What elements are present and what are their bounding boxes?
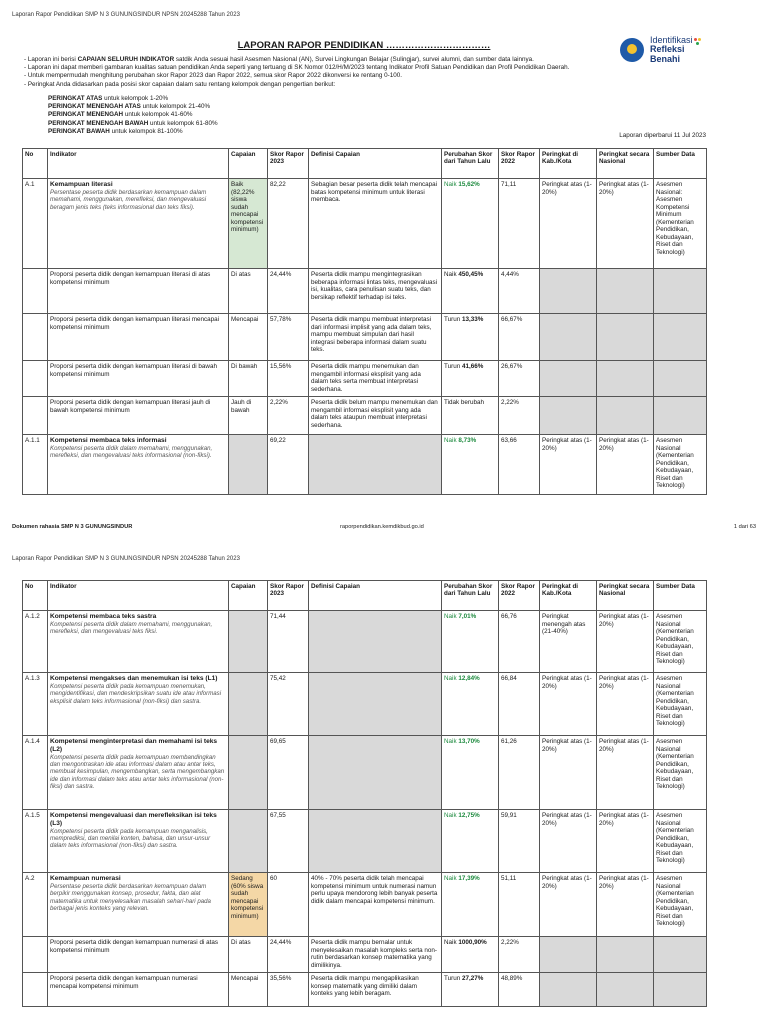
table-row: A.1.5 Kompetensi mengevaluasi dan merefleksikan isi teks (L3) Kompetensi peserta didik pada kemampuan menganalisis, memprediksi, dan menilai konten, bahasa, dan unsur-unsur dalam teks informasional (non-fiksi) dan sastra. 67,55 Naik 12,75% 59,91 Peringkat atas (1-20%) Peringkat atas (1-20%) Asesmen Nasional (Kementerian Pendidikan, Kebudayaan, Riset dan Teknologi) <box>23 810 707 873</box>
table-row: A.1 Kemampuan literasi Persentase peserta didik berdasarkan kemampuan dalam memahami, menggunakan, merefleksi, dan mengevaluasi beragam jenis teks (teks informasional dan teks fiksi). Baik (82,22% siswa sudah mencapai kompetensi minimum) 82,22 Sebagian besar peserta didik telah mencapai batas kompetensi minimum untuk literasi membaca. Naik 15,62% 71,11 Peringkat atas (1-20%) Peringkat atas (1-20%) Asesmen Nasional: Asesmen Kompetensi Minimum (Kementerian Pendidikan, Kebudayaan, Riset dan Teknologi) <box>23 179 707 269</box>
running-header: Laporan Rapor Pendidikan SMP N 3 GUNUNGSINDUR NPSN 20245288 Tahun 2023 <box>12 12 240 18</box>
table-row: A.1.3 Kompetensi mengakses dan menemukan isi teks (L1) Kompetensi peserta didik pada kemampuan menemukan, mengidentifikasi, dan mendeskripsikan suatu ide atau informasi eksplisit dalam teks informasional (non-fiksi) dan sastra. 75,42 Naik 12,84% 66,84 Peringkat atas (1-20%) Peringkat atas (1-20%) Asesmen Nasional (Kementerian Pendidikan, Kebudayaan, Riset dan Teknologi) <box>23 673 707 736</box>
footer-url: raporpendidikan.kemdikbud.go.id <box>340 524 424 530</box>
updated-date: Laporan diperbarui 11 Jul 2023 <box>619 132 706 139</box>
col-sumber: Sumber Data <box>654 149 707 179</box>
col-skor-2022: Skor Rapor 2022 <box>499 149 540 179</box>
table-row: Proporsi peserta didik dengan kemampuan numerasi di atas kompetensi minimum Di atas 24,44% Peserta didik mampu bernalar untuk menyelesaikan masalah kompleks serta non-rutin berdasarkan konsep matematika yang dimilikinya. Naik 1000,90% 2,22% <box>23 937 707 973</box>
intro-line-3: - Untuk mempermudah menghitung perubahan skor Rapor 2023 dan Rapor 2022, semua skor Rapor 2022 dikonversi ke rentang 0-100. <box>24 72 403 80</box>
col-peringkat-kab: Peringkat di Kab./Kota <box>540 149 597 179</box>
table-header-row <box>23 581 707 611</box>
report-title: LAPORAN RAPOR PENDIDIKAN …………………………… <box>237 40 491 51</box>
table-row: Proporsi peserta didik dengan kemampuan literasi jauh di bawah kompetensi minimum Jauh di bawah 2,22% Peserta didik belum mampu menemukan dan mengambil informasi eksplisit yang ada dalam teks ataupun membuat interpretasi sederhana. Tidak berubah 2,22% <box>23 397 707 435</box>
col-indikator: Indikator <box>48 581 229 611</box>
table-row: A.2 Kemampuan numerasi Persentase peserta didik berdasarkan kemampuan dalam berpikir menggunakan konsep, prosedur, fakta, dan alat matematika untuk menyelesaikan masalah sehari-hari pada berbagai jenis konteks yang relevan. Sedang (60% siswa sudah mencapai kompetensi minimum) 60 40% - 70% peserta didik telah mencapai kompetensi minimum untuk numerasi namun perlu upaya mendorong lebih banyak peserta didik dalam mencapai kompetensi minimum. Naik 17,39% 51,11 Peringkat atas (1-20%) Peringkat atas (1-20%) Asesmen Nasional (Kementerian Pendidikan, Kebudayaan, Riset dan Teknologi) <box>23 873 707 937</box>
footer-confidential: Dokumen rahasia SMP N 3 GUNUNGSINDUR <box>12 524 133 530</box>
table-row: Proporsi peserta didik dengan kemampuan numerasi mencapai kompetensi minimum Mencapai 35,56% Peserta didik mampu mengaplikasikan konsep matematik yang dimiliki dalam konteks yang lebih beragam. Turun 27,27% 48,89% <box>23 973 707 1007</box>
indicator-table-2 <box>22 580 707 1007</box>
table-row: Proporsi peserta didik dengan kemampuan literasi di bawah kompetensi minimum Di bawah 15,56% Peserta didik mampu menemukan dan mengambil informasi eksplisit yang ada dalam teks serta membuat interpretasi sederhana. Turun 41,66% 26,67% <box>23 361 707 397</box>
footer-page-number: 1 dari 63 <box>733 524 756 530</box>
col-peringkat-nasional: Peringkat secara Nasional <box>597 581 654 611</box>
col-sumber: Sumber Data <box>654 581 707 611</box>
intro-text <box>24 56 624 89</box>
indicator-table-1 <box>22 148 707 495</box>
table-row: A.1.1 Kompetensi membaca teks informasi Kompetensi peserta didik dalam memahami, menggunakan, merefleksi, dan mengevaluasi teks informasional (non-fiksi). 69,22 Naik 8,73% 63,66 Peringkat atas (1-20%) Peringkat atas (1-20%) Asesmen Nasional (Kementerian Pendidikan, Kebudayaan, Riset dan Teknologi) <box>23 435 707 495</box>
level-4: PERINGKAT MENENGAH BAWAH untuk kelompok 61-80% <box>48 119 218 127</box>
level-5: PERINGKAT BAWAH untuk kelompok 81-100% <box>48 127 183 135</box>
table-row: Proporsi peserta didik dengan kemampuan literasi di atas kompetensi minimum Di atas 24,44% Peserta didik mampu mengintegrasikan beberapa informasi lintas teks, mengevaluasi isi, kualitas, cara penulisan suatu teks, dan bersikap reflektif terhadap isi teks. Naik 450,45% 4,44% <box>23 269 707 314</box>
col-no: No <box>23 149 48 179</box>
table-row: A.1.2 Kompetensi membaca teks sastra Kompetensi peserta didik dalam memahami, menggunakan, merefleksi, dan mengevaluasi teks fiksi. 71,44 Naik 7,01% 66,76 Peringkat menengah atas (21-40%) Peringkat atas (1-20%) Asesmen Nasional (Kementerian Pendidikan, Kebudayaan, Riset dan Teknologi) <box>23 611 707 673</box>
col-definisi: Definisi Capaian <box>309 149 442 179</box>
col-indikator: Indikator <box>48 149 229 179</box>
col-capaian: Capaian <box>229 149 268 179</box>
table-header-row <box>23 149 707 179</box>
col-capaian: Capaian <box>229 581 268 611</box>
logo-line-3: Benahi <box>650 53 681 64</box>
col-no: No <box>23 581 48 611</box>
col-perubahan: Perubahan Skor dari Tahun Lalu <box>442 149 499 179</box>
col-definisi: Definisi Capaian <box>309 581 442 611</box>
ranking-legend <box>48 95 218 136</box>
col-peringkat-kab: Peringkat di Kab./Kota <box>540 581 597 611</box>
col-perubahan: Perubahan Skor dari Tahun Lalu <box>442 581 499 611</box>
col-peringkat-nasional: Peringkat secara Nasional <box>597 149 654 179</box>
col-skor-2023: Skor Rapor 2023 <box>268 581 309 611</box>
level-1: PERINGKAT ATAS untuk kelompok 1-20% <box>48 95 169 102</box>
col-skor-2023: Skor Rapor 2023 <box>268 149 309 179</box>
intro-line-2: - Laporan ini dapat memberi gambaran kualitas satuan pendidikan Anda seperti yang tertuang di SK Nomor 012/H/M/2023 tentang Indikator Profil Satuan Pendidikan dan Profil Pendidikan Daerah. <box>24 64 570 72</box>
level-2: PERINGKAT MENENGAH ATAS untuk kelompok 21-40% <box>48 103 211 111</box>
running-header: Laporan Rapor Pendidikan SMP N 3 GUNUNGSINDUR NPSN 20245288 Tahun 2023 <box>12 556 240 562</box>
logo-line-2: Refleksi <box>650 44 685 55</box>
col-skor-2022: Skor Rapor 2022 <box>499 581 540 611</box>
table-row: Proporsi peserta didik dengan kemampuan literasi mencapai kompetensi minimum Mencapai 57,78% Peserta didik mampu membuat interpretasi dari informasi implisit yang ada dalam teks, mampu membuat simpulan dari hasil integrasi beberapa informasi dalam suatu teks. Turun 13,33% 66,67% <box>23 314 707 361</box>
intro-line-4: - Peringkat Anda didasarkan pada posisi skor capaian dalam satu rentang kelompok dengan pengertian berikut: <box>24 80 336 88</box>
logo-line-1: Identifikasi <box>650 35 693 45</box>
intro-line-1: - Laporan ini berisi CAPAIAN SELURUH INDIKATOR satdik Anda sesuai hasil Asesmen Nasional (AN), Survei Lingkungan Belajar (Sulingjar), survei alumni, dan sumber data lainnya. <box>24 56 534 63</box>
table-row: A.1.4 Kompetensi menginterpretasi dan memahami isi teks (L2) Kompetensi peserta didik pada kemampuan membandingkan dan mengontraskan ide atau informasi dalam atau antar teks, membuat kesimpulan, mengembangkan, serta mengembangkan ide dan informasi dalam teks atau antar teks informasional (non-fiksi) dan sastra. 69,65 Naik 13,70% 61,26 Peringkat atas (1-20%) Peringkat atas (1-20%) Asesmen Nasional (Kementerian Pendidikan, Kebudayaan, Riset dan Teknologi) <box>23 736 707 810</box>
level-3: PERINGKAT MENENGAH untuk kelompok 41-60% <box>48 111 193 119</box>
